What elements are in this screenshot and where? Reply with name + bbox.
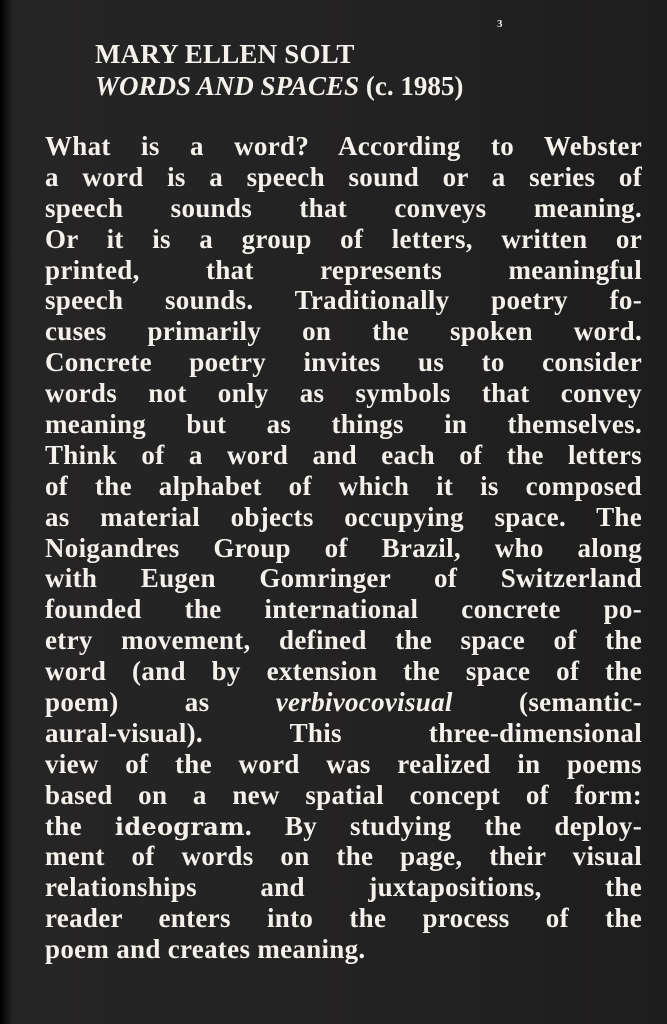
body-line: speech sounds that conveys meaning. <box>45 192 642 223</box>
body-line: word (and by extension the space of the <box>45 656 642 687</box>
body-line: aural-visual). This three-dimensional <box>45 717 642 748</box>
page-number: 3 <box>497 18 503 30</box>
author-name: MARY ELLEN SOLT <box>95 39 355 69</box>
italic-term: verbivocovisual <box>275 687 453 718</box>
body-line: Or it is a group of letters, written or <box>45 223 642 254</box>
header <box>95 38 615 102</box>
work-date: (c. 1985) <box>365 71 464 101</box>
body-line: What is a word? According to Webster <box>45 131 642 161</box>
body-line: speech sounds. Traditionally poetry fo- <box>45 285 642 316</box>
body-line: as material objects occupying space. The <box>45 501 642 532</box>
body-line: printed, that represents meaningful <box>45 254 642 285</box>
body-line: Noigandres Group of Brazil, who along <box>45 532 642 563</box>
bold-term: ideogram <box>114 811 245 841</box>
body-line: a word is a speech sound or a series of <box>45 161 642 192</box>
body-line: words not only as symbols that convey <box>45 378 642 409</box>
text-segment: . By studying the deploy- <box>244 810 642 841</box>
body-line: Concrete poetry invites us to consider <box>45 347 642 378</box>
work-title: WORDS AND SPACES <box>95 71 360 101</box>
body-line: cuses primarily on the spoken word. <box>45 316 642 347</box>
text-segment: (semantic- <box>452 687 642 718</box>
body-text <box>45 131 642 965</box>
body-line-mixed <box>45 811 642 842</box>
body-line-last: poem and creates meaning. <box>45 934 366 965</box>
page-binding-edge <box>0 0 10 1024</box>
body-line: of the alphabet of which it is composed <box>45 470 642 501</box>
body-line: view of the word was realized in poems <box>45 748 642 779</box>
body-line: based on a new spatial concept of form: <box>45 779 642 810</box>
body-line: ment of words on the page, their visual <box>45 841 642 872</box>
body-line: reader enters into the process of the <box>45 903 642 934</box>
body-line: meaning but as things in themselves. <box>45 409 642 440</box>
text-segment: poem) as <box>45 687 276 718</box>
body-line: relationships and juxtapositions, the <box>45 872 642 903</box>
body-line-mixed <box>45 687 642 718</box>
body-line: Think of a word and each of the letters <box>45 439 642 470</box>
body-line: etry movement, defined the space of the <box>45 625 642 656</box>
body-line: with Eugen Gomringer of Switzerland <box>45 563 642 594</box>
title-line <box>95 70 615 102</box>
text-segment: the <box>45 810 115 841</box>
body-line: founded the international concrete po- <box>45 594 642 625</box>
